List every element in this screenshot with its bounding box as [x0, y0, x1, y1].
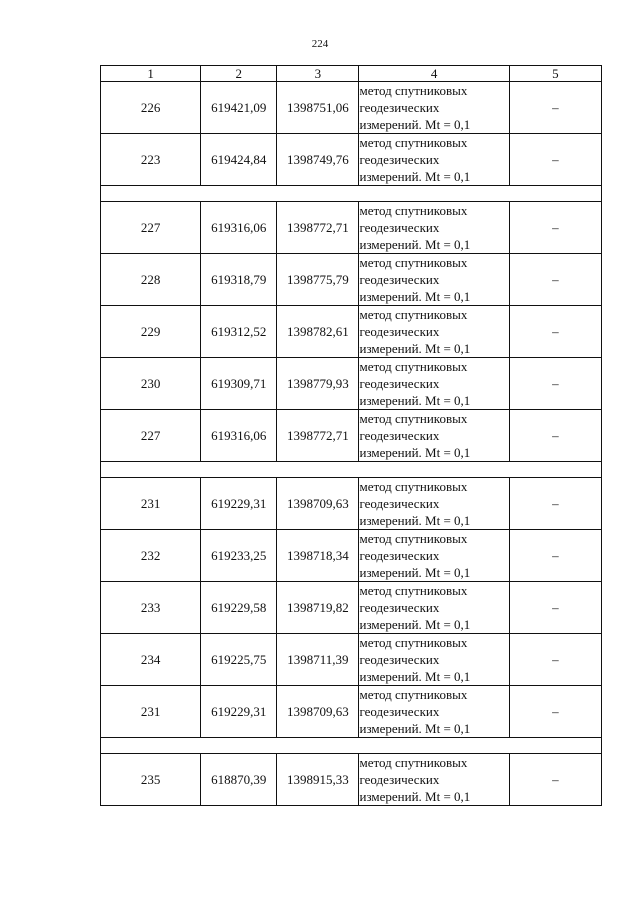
y-coordinate-cell: 1398719,82 — [277, 582, 359, 634]
table-row — [101, 254, 602, 306]
point-number-cell: 227 — [101, 410, 201, 462]
table-body — [101, 66, 602, 806]
method-line: измерений. Mt = 0,1 — [359, 117, 471, 132]
method-line: геодезических — [359, 772, 440, 787]
table-row — [101, 478, 602, 530]
method-line: измерений. Mt = 0,1 — [359, 721, 471, 736]
column-header-4: 4 — [359, 66, 509, 82]
table-row — [101, 410, 602, 462]
note-cell: – — [509, 82, 601, 134]
coordinates-table — [100, 65, 602, 806]
page-number: 224 — [311, 38, 329, 50]
y-coordinate-cell: 1398718,34 — [277, 530, 359, 582]
point-number-cell: 229 — [101, 306, 201, 358]
separator-cell — [101, 186, 602, 202]
x-coordinate-cell: 619421,09 — [201, 82, 277, 134]
y-coordinate-cell: 1398775,79 — [277, 254, 359, 306]
method-cell — [359, 254, 509, 306]
y-coordinate-cell: 1398782,61 — [277, 306, 359, 358]
method-line: измерений. Mt = 0,1 — [359, 669, 471, 684]
method-line: геодезических — [359, 324, 440, 339]
method-line: геодезических — [359, 428, 440, 443]
method-line: метод спутниковых — [359, 583, 468, 598]
method-cell — [359, 530, 509, 582]
method-line: метод спутниковых — [359, 755, 468, 770]
table-row — [101, 686, 602, 738]
point-number-cell: 231 — [101, 478, 201, 530]
x-coordinate-cell: 619312,52 — [201, 306, 277, 358]
method-cell — [359, 306, 509, 358]
y-coordinate-cell: 1398915,33 — [277, 754, 359, 806]
table-row — [101, 306, 602, 358]
method-cell — [359, 634, 509, 686]
point-number-cell: 231 — [101, 686, 201, 738]
note-cell: – — [509, 410, 601, 462]
table-row — [101, 358, 602, 410]
table-row — [101, 634, 602, 686]
method-line: измерений. Mt = 0,1 — [359, 289, 471, 304]
x-coordinate-cell: 619229,31 — [201, 686, 277, 738]
separator-cell — [101, 738, 602, 754]
column-header-2: 2 — [201, 66, 277, 82]
separator-row — [101, 462, 602, 478]
method-line: измерений. Mt = 0,1 — [359, 513, 471, 528]
method-line: измерений. Mt = 0,1 — [359, 169, 471, 184]
note-cell: – — [509, 254, 601, 306]
note-cell: – — [509, 358, 601, 410]
separator-cell — [101, 462, 602, 478]
x-coordinate-cell: 618870,39 — [201, 754, 277, 806]
method-cell — [359, 410, 509, 462]
method-line: геодезических — [359, 496, 440, 511]
table-row — [101, 82, 602, 134]
point-number-cell: 235 — [101, 754, 201, 806]
method-line: геодезических — [359, 600, 440, 615]
column-header-1: 1 — [101, 66, 201, 82]
y-coordinate-cell: 1398772,71 — [277, 202, 359, 254]
table-row — [101, 754, 602, 806]
note-cell: – — [509, 306, 601, 358]
column-header-5: 5 — [509, 66, 601, 82]
method-line: метод спутниковых — [359, 255, 468, 270]
method-line: геодезических — [359, 152, 440, 167]
point-number-cell: 230 — [101, 358, 201, 410]
x-coordinate-cell: 619233,25 — [201, 530, 277, 582]
method-line: измерений. Mt = 0,1 — [359, 565, 471, 580]
method-line: измерений. Mt = 0,1 — [359, 617, 471, 632]
y-coordinate-cell: 1398779,93 — [277, 358, 359, 410]
table-row — [101, 582, 602, 634]
x-coordinate-cell: 619316,06 — [201, 202, 277, 254]
method-line: измерений. Mt = 0,1 — [359, 341, 471, 356]
note-cell: – — [509, 202, 601, 254]
method-line: измерений. Mt = 0,1 — [359, 237, 471, 252]
y-coordinate-cell: 1398772,71 — [277, 410, 359, 462]
method-cell — [359, 754, 509, 806]
method-line: метод спутниковых — [359, 83, 468, 98]
method-line: геодезических — [359, 220, 440, 235]
separator-row — [101, 738, 602, 754]
method-line: геодезических — [359, 652, 440, 667]
x-coordinate-cell: 619229,31 — [201, 478, 277, 530]
note-cell: – — [509, 754, 601, 806]
y-coordinate-cell: 1398751,06 — [277, 82, 359, 134]
separator-row — [101, 186, 602, 202]
point-number-cell: 233 — [101, 582, 201, 634]
method-line: геодезических — [359, 100, 440, 115]
method-line: метод спутниковых — [359, 687, 468, 702]
table-header-row — [101, 66, 602, 82]
point-number-cell: 223 — [101, 134, 201, 186]
method-cell — [359, 202, 509, 254]
method-line: метод спутниковых — [359, 307, 468, 322]
note-cell: – — [509, 582, 601, 634]
note-cell: – — [509, 530, 601, 582]
x-coordinate-cell: 619318,79 — [201, 254, 277, 306]
method-cell — [359, 358, 509, 410]
x-coordinate-cell: 619424,84 — [201, 134, 277, 186]
note-cell: – — [509, 686, 601, 738]
table-row — [101, 530, 602, 582]
method-line: геодезических — [359, 548, 440, 563]
note-cell: – — [509, 634, 601, 686]
table-row — [101, 202, 602, 254]
method-cell — [359, 478, 509, 530]
method-line: метод спутниковых — [359, 203, 468, 218]
method-cell — [359, 582, 509, 634]
method-line: метод спутниковых — [359, 359, 468, 374]
point-number-cell: 226 — [101, 82, 201, 134]
x-coordinate-cell: 619229,58 — [201, 582, 277, 634]
point-number-cell: 227 — [101, 202, 201, 254]
method-line: геодезических — [359, 376, 440, 391]
point-number-cell: 234 — [101, 634, 201, 686]
point-number-cell: 232 — [101, 530, 201, 582]
x-coordinate-cell: 619225,75 — [201, 634, 277, 686]
method-line: метод спутниковых — [359, 531, 468, 546]
method-line: измерений. Mt = 0,1 — [359, 789, 471, 804]
method-cell — [359, 82, 509, 134]
y-coordinate-cell: 1398709,63 — [277, 478, 359, 530]
method-line: метод спутниковых — [359, 635, 468, 650]
y-coordinate-cell: 1398709,63 — [277, 686, 359, 738]
method-line: геодезических — [359, 704, 440, 719]
method-cell — [359, 686, 509, 738]
method-line: геодезических — [359, 272, 440, 287]
x-coordinate-cell: 619316,06 — [201, 410, 277, 462]
note-cell: – — [509, 134, 601, 186]
method-cell — [359, 134, 509, 186]
point-number-cell: 228 — [101, 254, 201, 306]
note-cell: – — [509, 478, 601, 530]
method-line: измерений. Mt = 0,1 — [359, 393, 471, 408]
x-coordinate-cell: 619309,71 — [201, 358, 277, 410]
method-line: метод спутниковых — [359, 411, 468, 426]
table-row — [101, 134, 602, 186]
method-line: метод спутниковых — [359, 135, 468, 150]
y-coordinate-cell: 1398711,39 — [277, 634, 359, 686]
column-header-3: 3 — [277, 66, 359, 82]
method-line: измерений. Mt = 0,1 — [359, 445, 471, 460]
y-coordinate-cell: 1398749,76 — [277, 134, 359, 186]
method-line: метод спутниковых — [359, 479, 468, 494]
